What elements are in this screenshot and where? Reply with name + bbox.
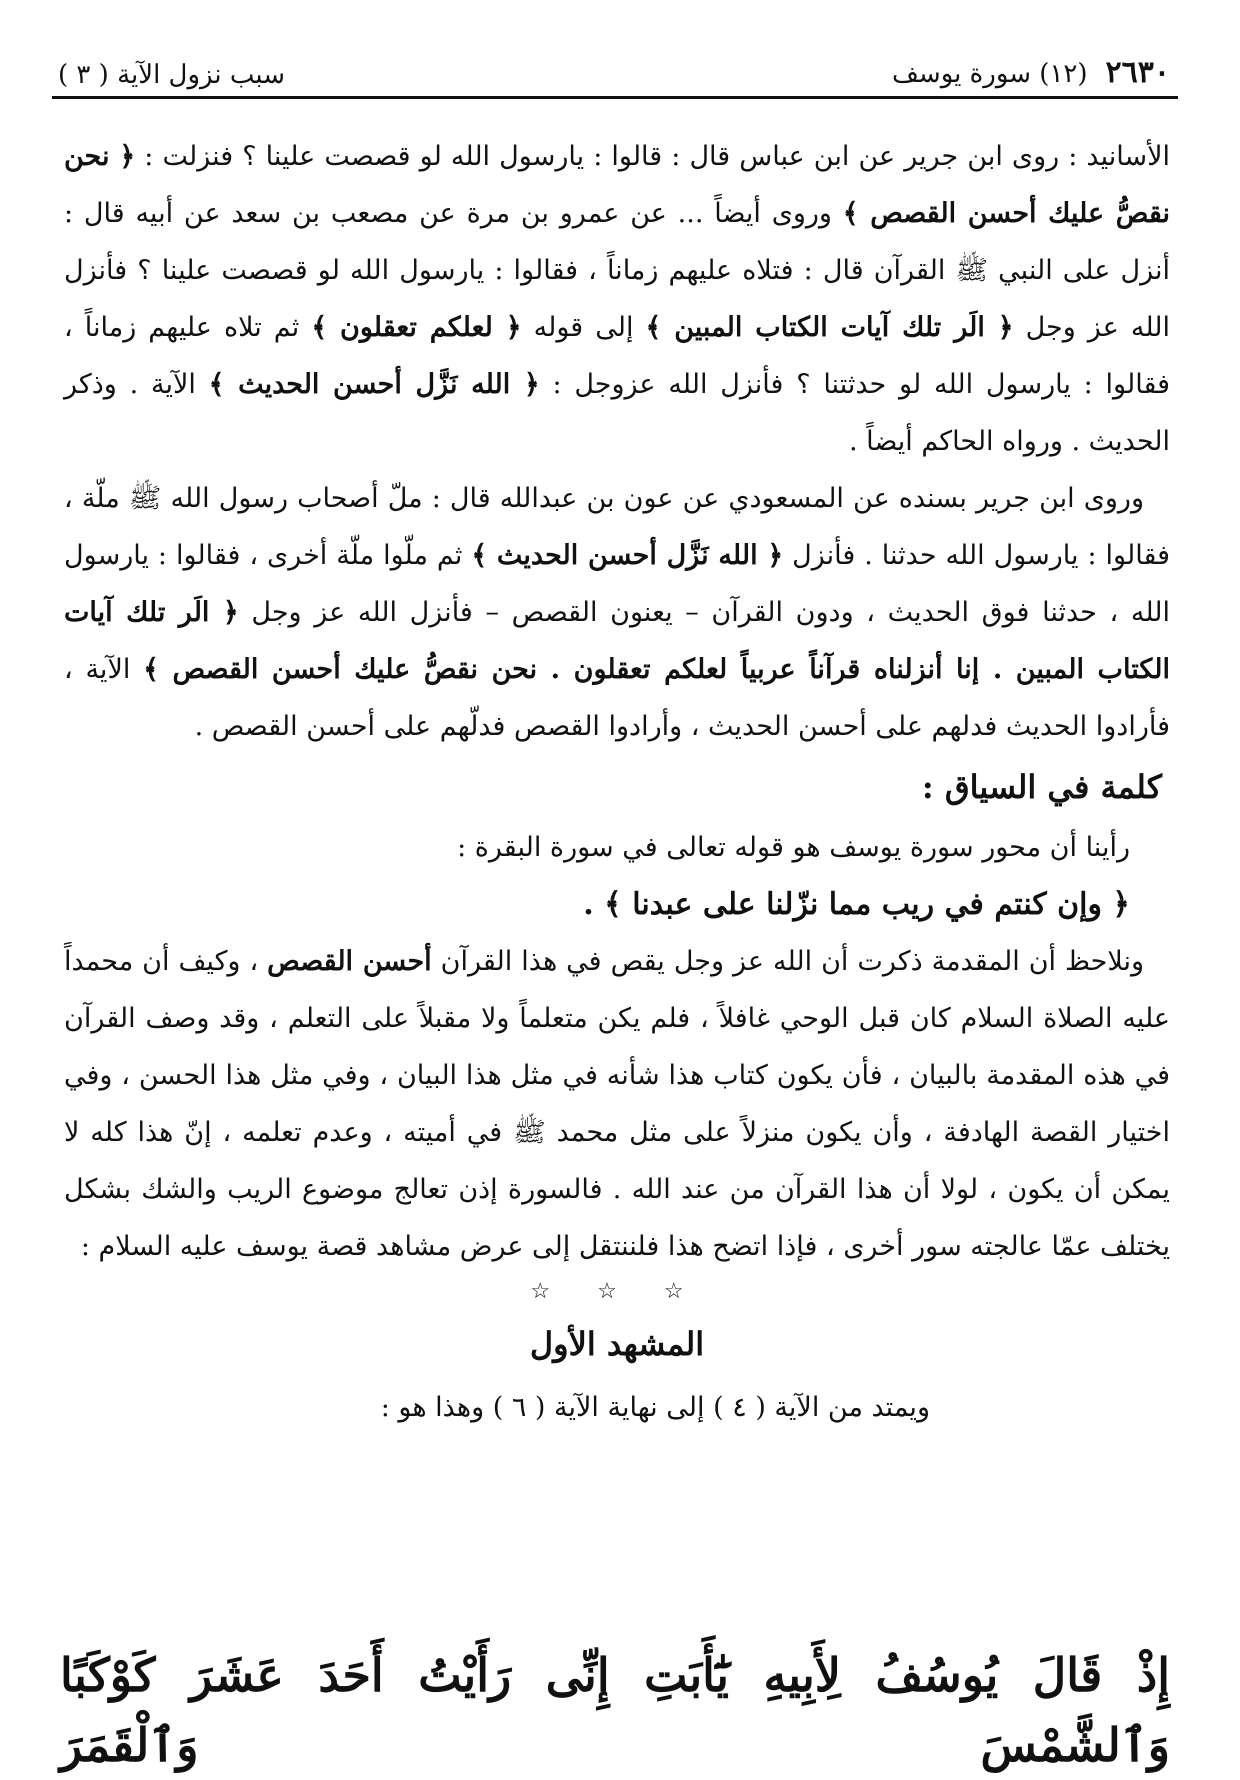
text-run: إلى قوله (521, 312, 646, 343)
text-run: وروى ابن جرير بسنده عن المسعودي عن عون بن عبدالله قال : ملّ أصحاب رسول الله ﷺ ملّة ، فقالوا : يارسول الله حدثنا . فأنزل (64, 483, 1171, 571)
verse-quote: ﴿ لعلكم تعقلون ﴾ (311, 312, 522, 343)
page-number: ٢٦٣٠ (1105, 55, 1170, 90)
section-title-header: سبب نزول الآية ( ٣ ) (58, 60, 286, 90)
header-divider (52, 96, 1178, 99)
verse-quote: ﴿ الَر تلك آيات الكتاب المبين . إنا أنزلناه قرآناً عربياً لعلكم تعقلون . نحن نقصُّ عليك أحسن القصص ﴾ (64, 597, 1170, 685)
paragraph-observation (64, 933, 1170, 1275)
surah-title: (١٢) سورة يوسف (892, 59, 1088, 89)
bold-phrase: أحسن القصص (267, 946, 432, 977)
paragraph-ibn-jarir (64, 470, 1170, 755)
text-run: ونلاحظ أن المقدمة ذكرت أن الله عز وجل يقص في هذا القرآن (431, 946, 1144, 977)
text-run: ثم تلاه عليهم زماناً ، فقالوا : يارسول الله لو حدثتنا ؟ فأنزل الله عزوجل : (64, 312, 1171, 400)
text-run: الآية ، فأرادوا الحديث فدلهم على أحسن الحديث ، وأرادوا القصص فدلّهم على أحسن القصص . (64, 654, 1170, 742)
main-text (64, 128, 1170, 1436)
verse-quote: ﴿ نحن نقصُّ عليك أحسن القصص ﴾ (64, 141, 1170, 229)
scene-heading: المشهد الأول (529, 1325, 705, 1363)
text-run: الآية . وذكر الحديث . ورواه الحاكم أيضاً . (64, 369, 1170, 457)
page-header (58, 46, 1170, 90)
header-right (892, 55, 1170, 90)
context-intro: رأينا أن محور سورة يوسف هو قوله تعالى في سورة البقرة : (457, 832, 1130, 863)
star-separator: ☆ ☆ ☆ (530, 1279, 704, 1304)
text-run: ، وكيف أن محمداً عليه الصلاة السلام كان قبل الوحي غافلاً ، فلم يكن متعلماً ولا مقبلاً على التعلم ، وقد وصف القرآن في هذه المقدمة بالبيان ، فأن يكون كتاب هذا شأنه في مثل هذا البيان ، وفي مثل هذا الحسن ، وفي اختيار القصة الهادفة ، وأن يكون منزلاً على مثل محمد ﷺ في أميته ، وعدم تعلمه ، إنّ هذا كله لا يمكن أن يكون ، لولا أن هذا القرآن من عند الله . فالسورة إذن تعالج موضوع الريب والشك بشكل يختلف عمّا عالجته سور أخرى ، فإذا اتضح هذا فلننتقل إلى عرض مشاهد قصة يوسف عليه السلام : (64, 946, 1170, 1262)
context-verse: ﴿ وإن كنتم في ريب مما نزّلنا على عبدنا ﴾ . (583, 887, 1130, 922)
quran-verse-line: إِذْ قَالَ يُوسُفُ لِأَبِيهِ يَٰٓأَبَتِ إِنِّى رَأَيْتُ أَحَدَ عَشَرَ كَوْكَبًا وَٱلشَّمْسَ وَٱلْقَمَرَ (60, 1648, 1170, 1772)
text-run: وروى أيضاً ... عن عمرو بن مرة عن مصعب بن سعد عن أبيه قال : أنزل على النبي ﷺ القرآن قال : فتلاه عليهم زماناً ، فقالوا : يارسول الله لو قصصت علينا ؟ فأنزل الله عز وجل (64, 198, 1171, 343)
paragraph-asanid (64, 128, 1170, 470)
context-heading: كلمة في السياق : (921, 768, 1162, 806)
text-run: الأسانيد : روى ابن جرير عن ابن عباس قال : قالوا : يارسول الله لو قصصت علينا ؟ فنزلت : (135, 141, 1170, 172)
scene-intro: ويمتد من الآية ( ٤ ) إلى نهاية الآية ( ٦ ) وهذا هو : (380, 1392, 930, 1423)
text-run: ثم ملّوا ملّة أخرى ، فقالوا : يارسول الله ، حدثنا فوق الحديث ، ودون القرآن – يعنون القصص – فأنزل الله عز وجل (64, 540, 1171, 628)
verse-quote: ﴿ الَر تلك آيات الكتاب المبين ﴾ (645, 312, 1014, 343)
verse-quote: ﴿ الله نَزَّل أحسن الحديث ﴾ (208, 369, 540, 400)
verse-quote: ﴿ الله نَزَّل أحسن الحديث ﴾ (471, 540, 784, 571)
